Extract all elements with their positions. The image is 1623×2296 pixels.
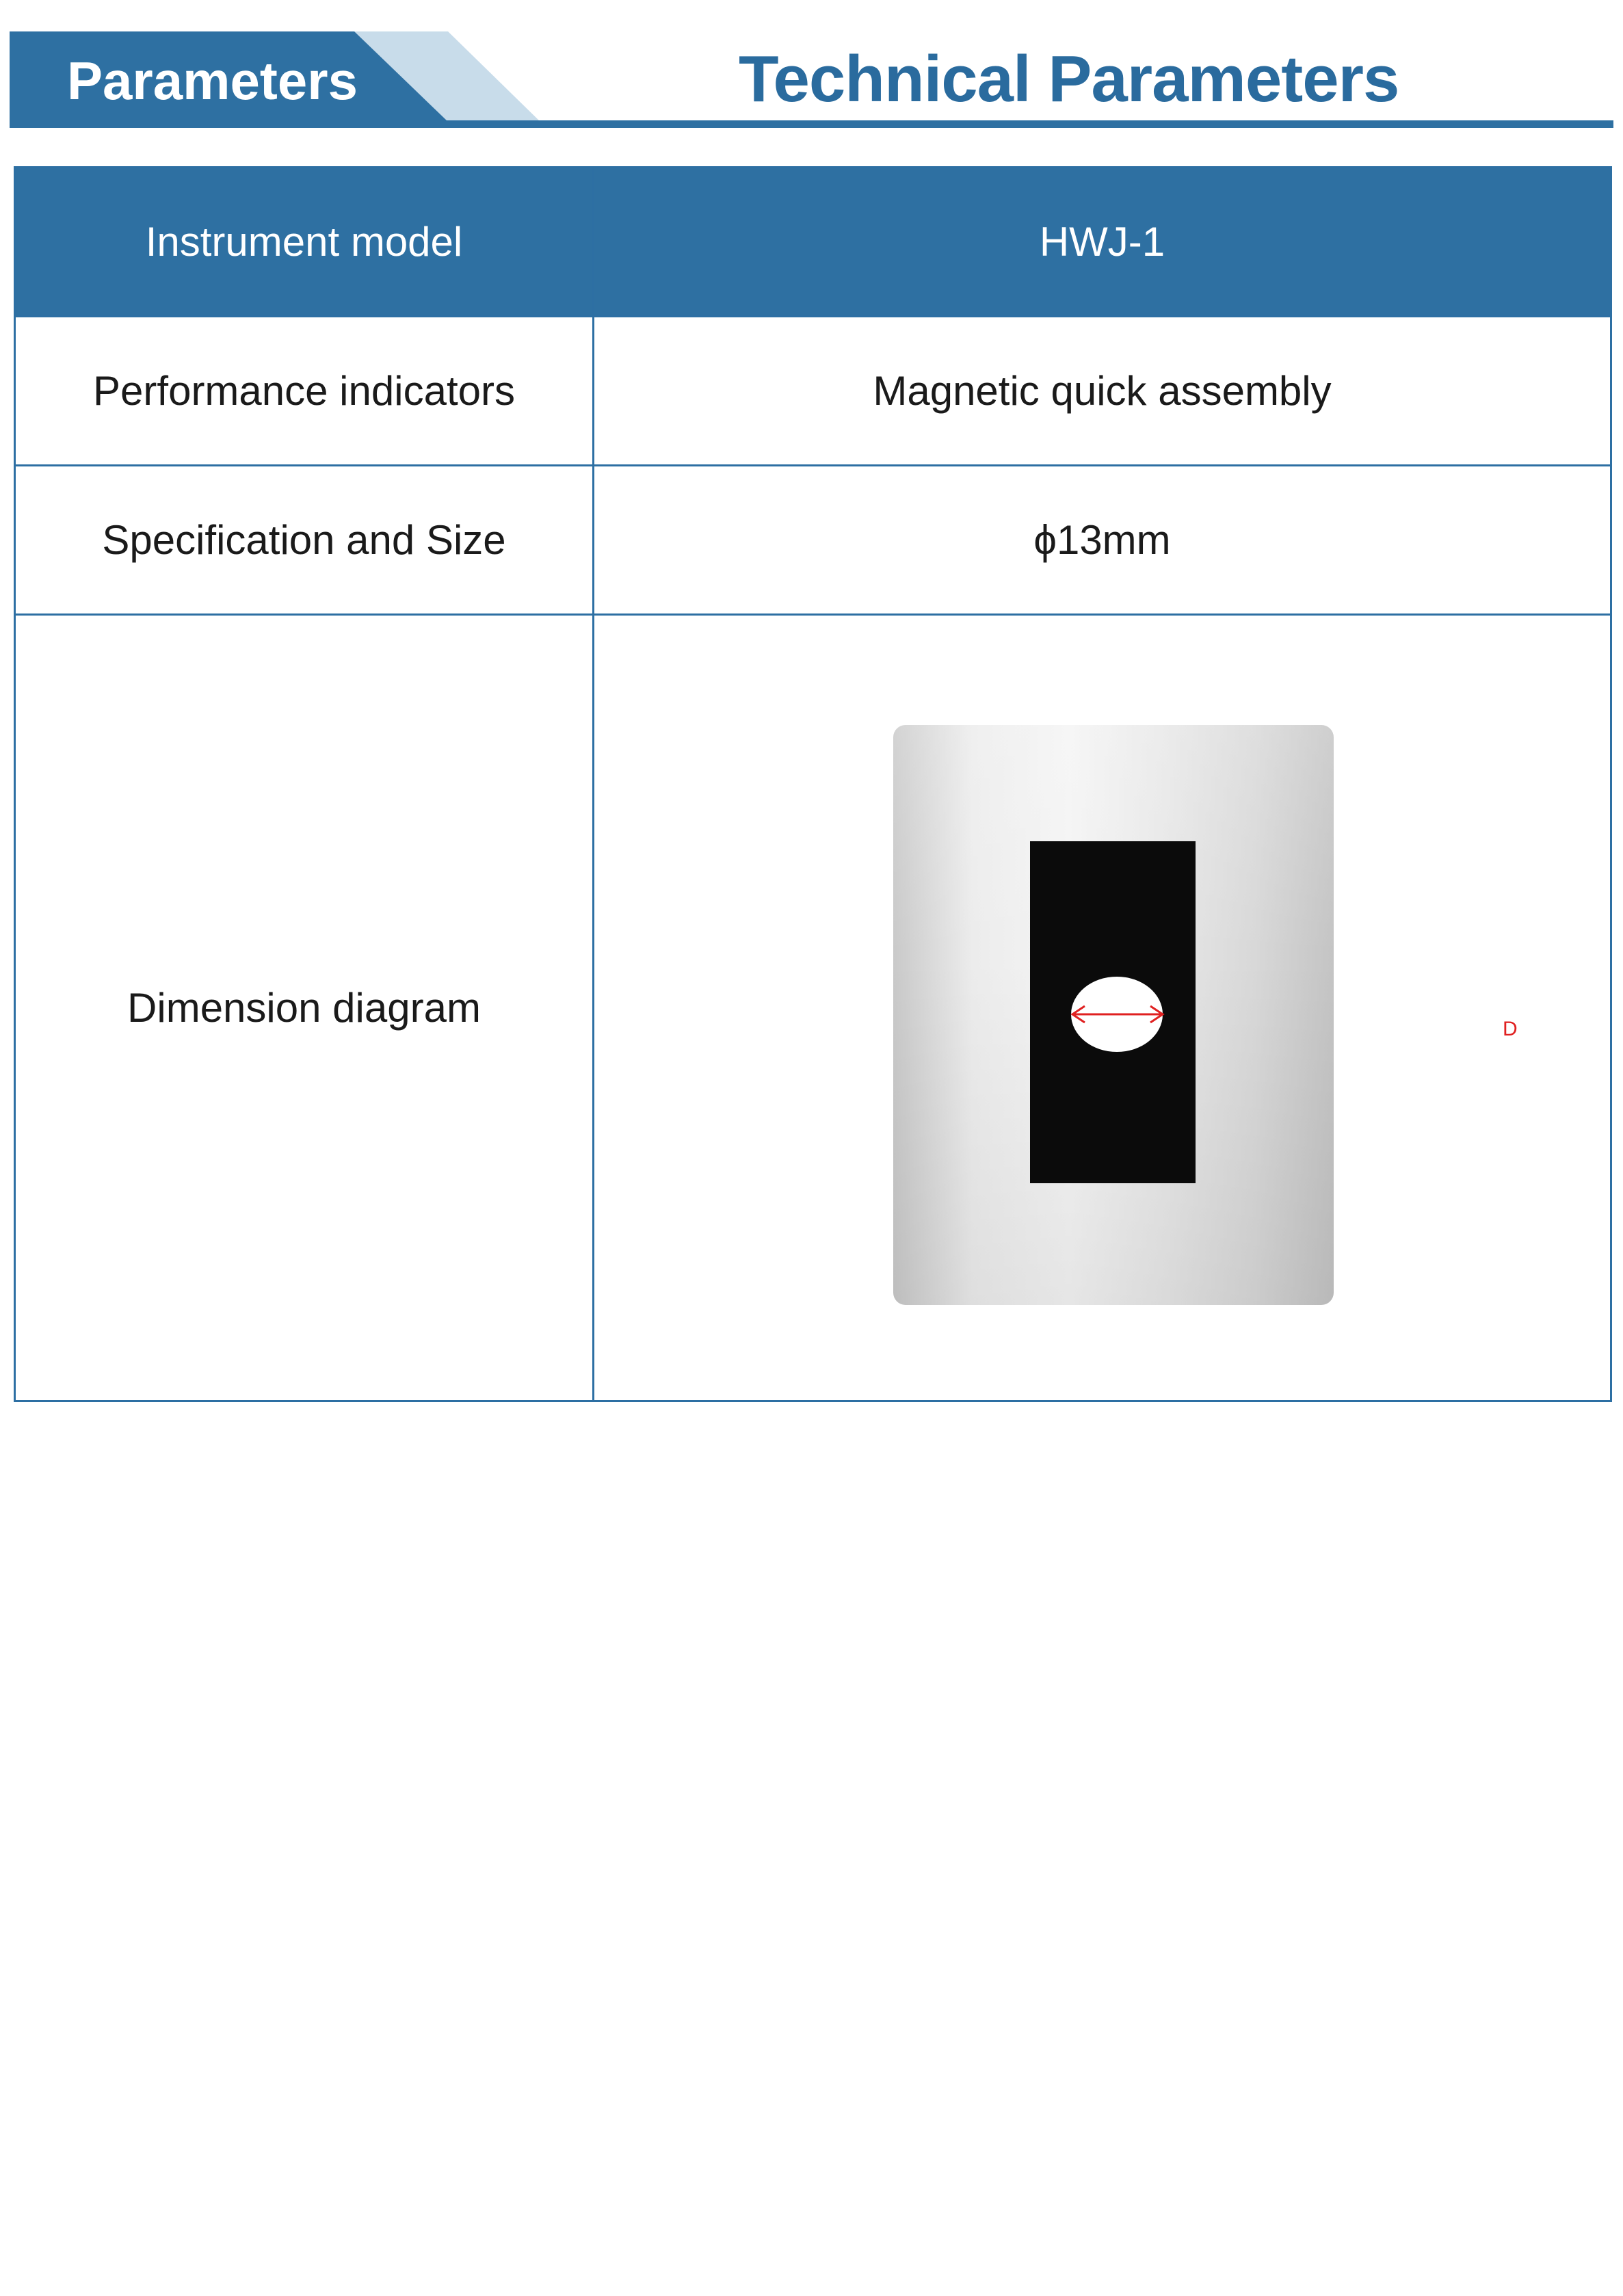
table-row	[15, 317, 1611, 466]
black-slot	[1030, 841, 1196, 1183]
page-title: Technical Parameters	[739, 42, 1399, 116]
dimension-diagram-cell	[594, 615, 1611, 1401]
table-row-diagram	[15, 615, 1611, 1401]
dimension-diagram-label: Dimension diagram	[15, 615, 594, 1401]
instrument-model-value: HWJ-1	[594, 168, 1611, 317]
parameters-table	[14, 166, 1612, 1402]
diameter-arrow-icon	[1068, 1003, 1167, 1026]
section-tab-label: Parameters	[67, 51, 358, 111]
specification-size-label: Specification and Size	[15, 466, 594, 615]
table-row	[15, 466, 1611, 615]
performance-indicators-value: Magnetic quick assembly	[594, 317, 1611, 466]
page-header	[0, 0, 1623, 137]
diameter-label: D	[1503, 1018, 1518, 1040]
metal-plate-image	[893, 725, 1334, 1305]
dimension-diagram	[594, 616, 1612, 1400]
specification-size-value: ϕ13mm	[594, 466, 1611, 615]
instrument-model-label: Instrument model	[15, 168, 594, 317]
performance-indicators-label: Performance indicators	[15, 317, 594, 466]
table-header-row	[15, 168, 1611, 317]
